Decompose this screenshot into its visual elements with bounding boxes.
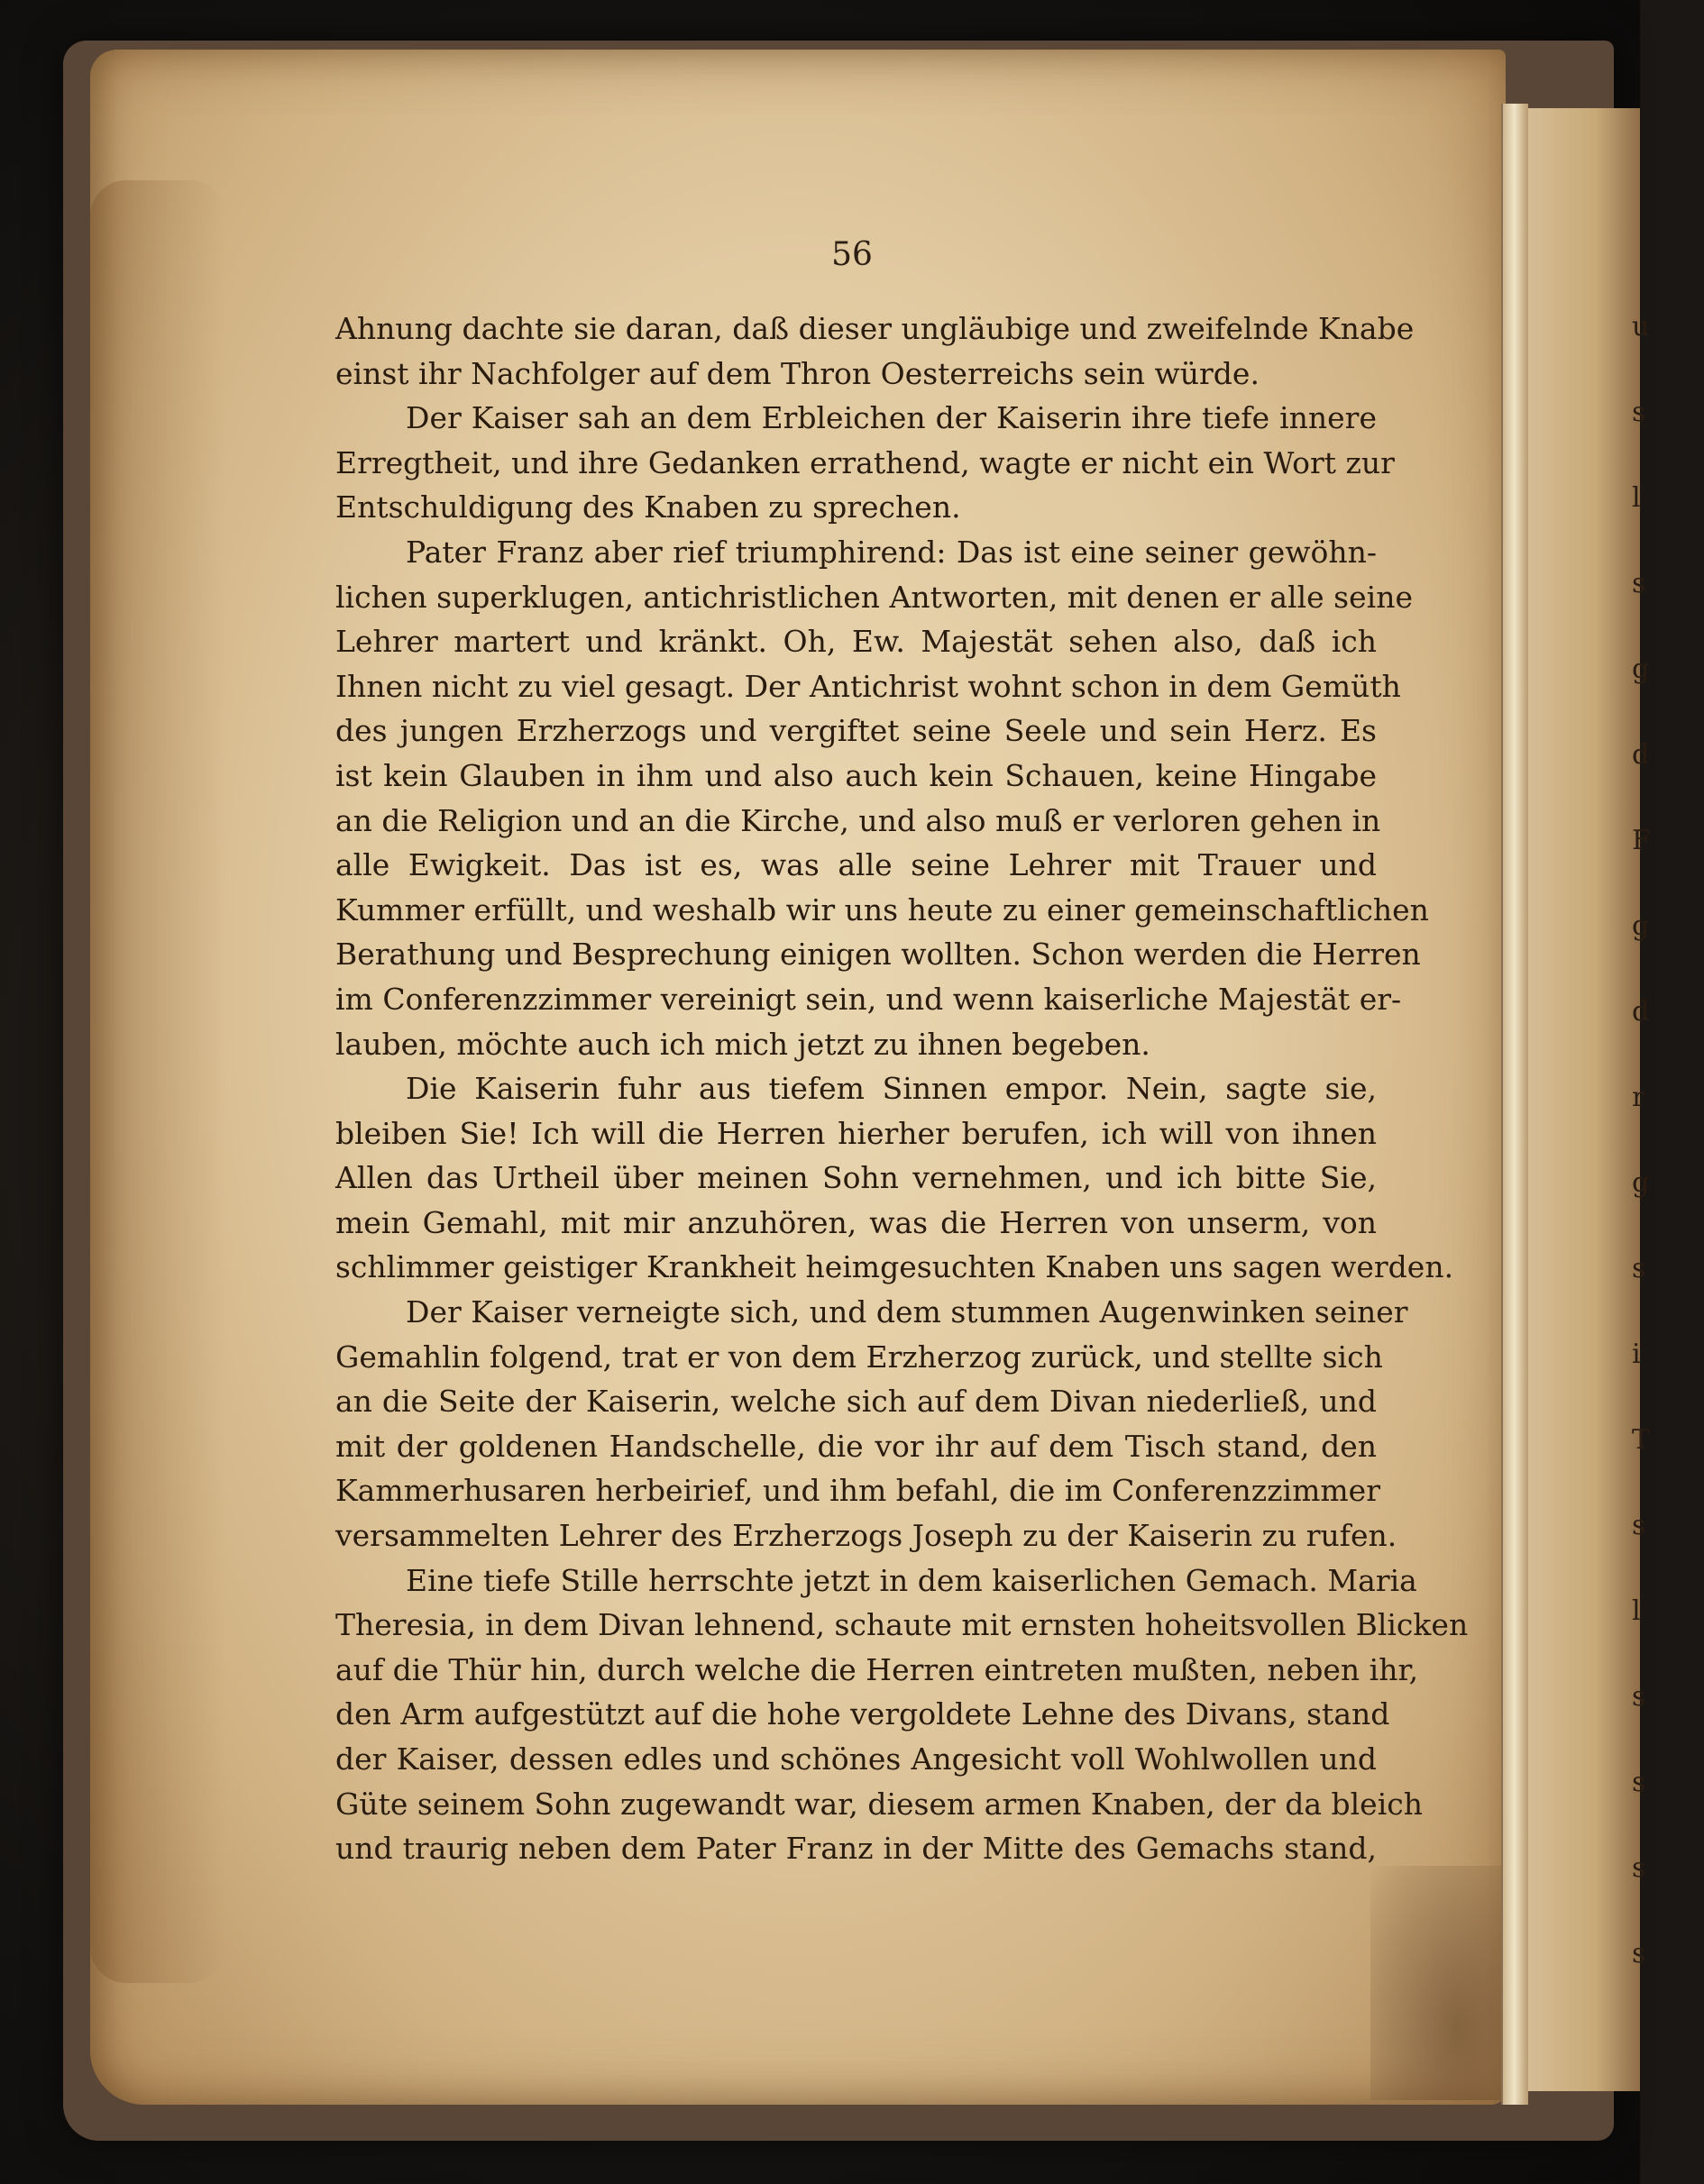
text-line: Der Kaiser sah an dem Erbleichen der Kaiserin ihre tiefe innere [406,400,1377,436]
facing-page-glyph: s [1632,1938,1646,1969]
facing-page-glyph: u [1632,311,1650,343]
text-line: im Conferenzzimmer vereinigt sein, und wenn kaiserliche Majestät er- [335,981,1402,1017]
text-line: mit der goldenen Handschelle, die vor ihr auf dem Tisch stand, den [335,1428,1377,1464]
facing-page-glyph: s [1632,1253,1646,1284]
page-damage [1370,1866,1515,2100]
text-line: lauben, möchte auch ich mich jetzt zu ihnen begeben. [335,1026,1150,1062]
facing-page-glyph: g [1632,1167,1650,1199]
text-line: Entschuldigung des Knaben zu sprechen. [335,489,961,525]
facing-page-glyph: s [1632,1510,1646,1541]
text-line: mein Gemahl, mit mir anzuhören, was die Herren von unserm, von [335,1204,1377,1240]
text-line: Lehrer martert und kränkt. Oh, Ew. Majestät sehen also, daß ich [335,624,1377,660]
text-line: versammelten Lehrer des Erzherzogs Joseph zu der Kaiserin zu rufen. [335,1518,1397,1554]
facing-page-glyph: i [1632,1339,1641,1370]
facing-page-glyph: d [1632,996,1650,1028]
text-line: schlimmer geistiger Krankheit heimgesuchten Knaben uns sagen werden. [335,1249,1454,1285]
text-line: des jungen Erzherzogs und vergiftet seine Seele und sein Herz. Es [335,713,1377,749]
text-line: alle Ewigkeit. Das ist es, was alle seine Lehrer mit Trauer und [335,847,1377,883]
text-line: Der Kaiser verneigte sich, und dem stummen Augenwinken seiner [406,1294,1408,1330]
facing-page-glyph: l [1632,1595,1641,1627]
facing-page-glyph: s [1632,1681,1646,1713]
text-line: Erregtheit, und ihre Gedanken errathend, wagte er nicht ein Wort zur [335,444,1395,480]
text-line: Güte seinem Sohn zugewandt war, diesem armen Knaben, der da bleich [335,1786,1423,1822]
text-line: Allen das Urtheil über meinen Sohn vernehmen, und ich bitte Sie, [335,1160,1377,1196]
text-line: bleiben Sie! Ich will die Herren hierher berufen, ich will von ihnen [335,1115,1377,1151]
text-line: Eine tiefe Stille herrschte jetzt in dem kaiserlichen Gemach. Maria [406,1562,1417,1598]
text-line: einst ihr Nachfolger auf dem Thron Oesterreichs sein würde. [335,355,1260,391]
text-line: den Arm aufgestützt auf die hohe vergoldete Lehne des Divans, stand [335,1696,1390,1732]
text-line: lichen superklugen, antichristlichen Antworten, mit denen er alle seine [335,579,1413,615]
text-line: Ahnung dachte sie daran, daß dieser ungläubige und zweifelnde Knabe [335,311,1415,346]
facing-page-glyph: g [1632,653,1650,685]
facing-page-glyph: g [1632,910,1650,942]
facing-page-glyph: T [1632,1424,1651,1456]
text-line: Kummer erfüllt, und weshalb wir uns heute zu einer gemeinschaftlichen [335,891,1429,928]
text-line: an die Religion und an die Kirche, und also muß er verloren gehen in [335,802,1381,838]
page-stain [90,180,225,1983]
facing-page-glyph: s [1632,1767,1646,1798]
page-number: 56 [831,236,873,273]
text-line: Kammerhusaren herbeirief, und ihm befahl, die im Conferenzzimmer [335,1473,1380,1509]
facing-page-glyph: l [1632,482,1641,514]
text-line: der Kaiser, dessen edles und schönes Angesicht voll Wohlwollen und [335,1741,1377,1777]
text-line: ist kein Glauben in ihm und also auch kein Schauen, keine Hingabe [335,757,1377,793]
text-line: Berathung und Besprechung einigen wollten. Schon werden die Herren [335,937,1421,973]
text-line: Theresia, in dem Divan lehnend, schaute mit ernsten hoheitsvollen Blicken [335,1607,1469,1643]
text-line: an die Seite der Kaiserin, welche sich auf dem Divan niederließ, und [335,1384,1377,1420]
book-gutter [1501,104,1528,2105]
facing-page-glyph: s [1632,397,1646,428]
text-line: Ihnen nicht zu viel gesagt. Der Antichrist wohnt schon in dem Gemüth [335,668,1401,704]
facing-page-edge [1528,108,1651,2091]
facing-page-glyph: s [1632,568,1646,599]
text-line: Gemahlin folgend, trat er von dem Erzherzog zurück, und stellte sich [335,1339,1383,1375]
facing-page-glyph: d [1632,739,1650,771]
text-line: auf die Thür hin, durch welche die Herren eintreten mußten, neben ihr, [335,1651,1419,1687]
facing-page-glyph: s [1632,1852,1646,1884]
text-line: Die Kaiserin fuhr aus tiefem Sinnen empor. Nein, sagte sie, [406,1071,1377,1107]
facing-page-glyph: F [1632,825,1651,856]
text-line: Pater Franz aber rief triumphirend: Das ist eine seiner gewöhn- [406,534,1377,570]
facing-page-glyph: r [1632,1082,1645,1113]
body-text [335,306,1469,1871]
text-line: und traurig neben dem Pater Franz in der Mitte des Gemachs stand, [335,1831,1377,1867]
